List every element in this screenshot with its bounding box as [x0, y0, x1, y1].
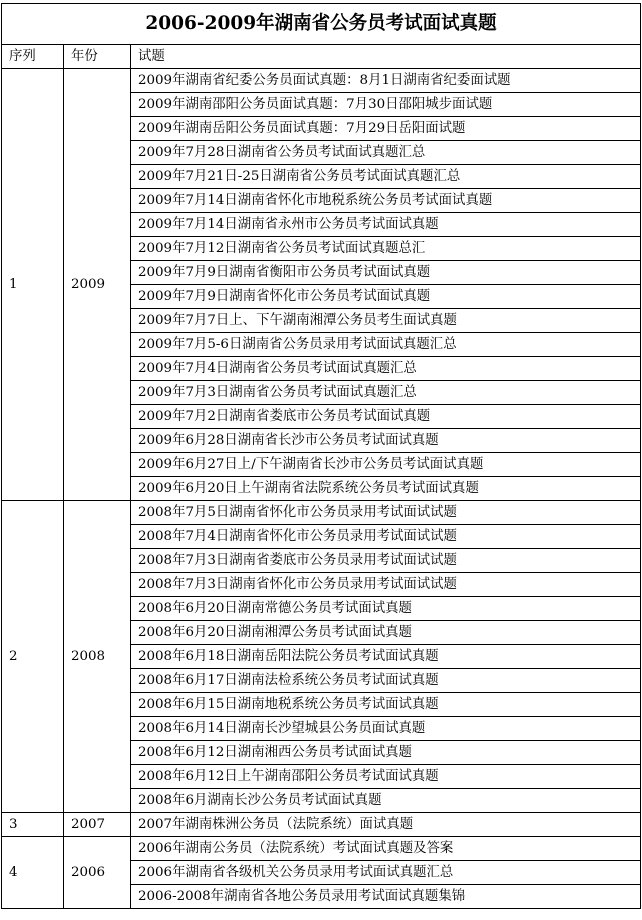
group-year: 2006: [64, 837, 131, 909]
question-title: 2009年7月4日湖南省公务员考试面试真题汇总: [131, 357, 641, 381]
question-title: 2009年7月21日-25日湖南省公务员考试面试真题汇总: [131, 165, 641, 189]
question-title: 2009年7月7日上、下午湖南湘潭公务员考生面试真题: [131, 309, 641, 333]
question-title: 2009年7月14日湖南省怀化市地税系统公务员考试面试真题: [131, 189, 641, 213]
title-row: [2, 4, 641, 45]
question-title: 2009年6月27日上/下午湖南省长沙市公务员考试面试真题: [131, 453, 641, 477]
question-title: 2009年7月14日湖南省永州市公务员考试面试真题: [131, 213, 641, 237]
question-title: 2008年6月20日湖南常德公务员考试面试真题: [131, 597, 641, 621]
question-title: 2008年6月14日湖南长沙望城县公务员面试真题: [131, 717, 641, 741]
question-title: 2007年湖南株洲公务员（法院系统）面试真题: [131, 813, 641, 837]
question-title: 2008年6月湖南长沙公务员考试面试真题: [131, 789, 641, 813]
question-title: 2008年7月3日湖南省娄底市公务员录用考试面试试题: [131, 549, 641, 573]
question-title: 2006-2008年湖南省各地公务员录用考试面试真题集锦: [131, 885, 641, 909]
group-seq: 2: [2, 501, 64, 813]
header-question: 试题: [131, 45, 641, 69]
table-row: [2, 69, 641, 93]
question-title: 2009年7月2日湖南省娄底市公务员考试面试真题: [131, 405, 641, 429]
header-year: 年份: [64, 45, 131, 69]
question-title: 2009年湖南岳阳公务员面试真题：7月29日岳阳面试题: [131, 117, 641, 141]
group-year: 2008: [64, 501, 131, 813]
question-title: 2008年6月18日湖南岳阳法院公务员考试面试真题: [131, 645, 641, 669]
question-title: 2009年7月3日湖南省公务员考试面试真题汇总: [131, 381, 641, 405]
group-year: 2009: [64, 69, 131, 501]
question-title: 2008年6月12日上午湖南邵阳公务员考试面试真题: [131, 765, 641, 789]
question-title: 2009年湖南省纪委公务员面试真题：8月1日湖南省纪委面试题: [131, 69, 641, 93]
question-title: 2009年湖南邵阳公务员面试真题：7月30日邵阳城步面试题: [131, 93, 641, 117]
header-row: [2, 45, 641, 69]
question-title: 2006年湖南省各级机关公务员录用考试面试真题汇总: [131, 861, 641, 885]
question-title: 2009年7月5-6日湖南省公务员录用考试面试真题汇总: [131, 333, 641, 357]
question-title: 2009年7月28日湖南省公务员考试面试真题汇总: [131, 141, 641, 165]
question-title: 2008年7月4日湖南省怀化市公务员录用考试面试试题: [131, 525, 641, 549]
question-title: 2009年7月9日湖南省怀化市公务员考试面试真题: [131, 285, 641, 309]
question-title: 2009年6月28日湖南省长沙市公务员考试面试真题: [131, 429, 641, 453]
question-title: 2008年6月20日湖南湘潭公务员考试面试真题: [131, 621, 641, 645]
document-title: 2006-2009年湖南省公务员考试面试真题: [2, 4, 641, 45]
question-title: 2008年6月12日湖南湘西公务员考试面试真题: [131, 741, 641, 765]
question-title: 2008年7月5日湖南省怀化市公务员录用考试面试试题: [131, 501, 641, 525]
question-title: 2009年7月12日湖南省公务员考试面试真题总汇: [131, 237, 641, 261]
group-year: 2007: [64, 813, 131, 837]
question-title: 2009年7月9日湖南省衡阳市公务员考试面试真题: [131, 261, 641, 285]
group-seq: 4: [2, 837, 64, 909]
question-title: 2006年湖南公务员（法院系统）考试面试真题及答案: [131, 837, 641, 861]
header-seq: 序列: [2, 45, 64, 69]
exam-question-table: [1, 3, 641, 909]
table-row: [2, 501, 641, 525]
table-row: [2, 837, 641, 861]
question-title: 2008年6月17日湖南法检系统公务员考试面试真题: [131, 669, 641, 693]
question-title: 2009年6月20日上午湖南省法院系统公务员考试面试真题: [131, 477, 641, 501]
question-title: 2008年7月3日湖南省怀化市公务员录用考试面试试题: [131, 573, 641, 597]
question-title: 2008年6月15日湖南地税系统公务员考试面试真题: [131, 693, 641, 717]
group-seq: 3: [2, 813, 64, 837]
group-seq: 1: [2, 69, 64, 501]
table-row: [2, 813, 641, 837]
